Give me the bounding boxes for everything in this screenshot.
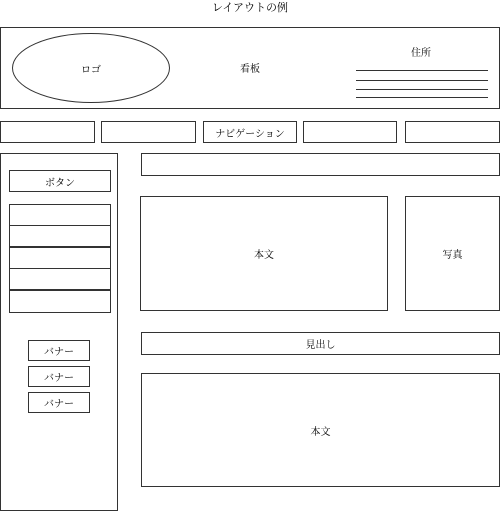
sidebar-button-label: ボタン [45,177,75,189]
sidebar-list [9,204,111,313]
address-line [356,80,488,81]
body-text-area [140,196,388,311]
sidebar-list-item[interactable] [9,247,111,269]
nav-item[interactable] [0,121,95,143]
body-text-area-2 [141,373,500,487]
address-line [356,97,488,98]
body-text-label-2: 本文 [310,426,331,438]
logo[interactable] [12,33,170,103]
address-line [356,70,488,71]
header [0,27,500,109]
address-label: 住所 [411,47,431,59]
nav-item-navigation[interactable] [203,121,297,143]
main-top-bar [141,153,500,176]
nav-item[interactable] [101,121,196,143]
banner-label: バナー [44,347,74,358]
sidebar-list-item[interactable] [9,268,111,290]
banner-label: バナー [44,373,74,384]
banner[interactable] [28,366,90,387]
photo-label: 写真 [442,250,463,261]
signboard-label: 看板 [240,63,260,75]
sidebar [0,153,118,511]
logo-label: ロゴ [81,64,101,76]
address-line [356,89,488,90]
address-lines [356,68,488,104]
body-text-label: 本文 [254,250,274,261]
sidebar-list-item[interactable] [9,225,111,247]
banner-label: バナー [44,399,74,410]
heading-label: 見出し [305,340,336,351]
nav-item-label: ナビゲーション [215,128,285,140]
banner[interactable] [28,392,90,413]
sidebar-button[interactable] [9,170,111,192]
heading-bar [141,332,500,355]
page-title: レイアウトの例 [211,1,289,14]
nav-item[interactable] [405,121,500,143]
banner[interactable] [28,340,90,361]
sidebar-list-item[interactable] [9,290,111,313]
photo-area [405,196,500,311]
sidebar-list-item[interactable] [9,204,111,226]
nav-item[interactable] [303,121,397,143]
